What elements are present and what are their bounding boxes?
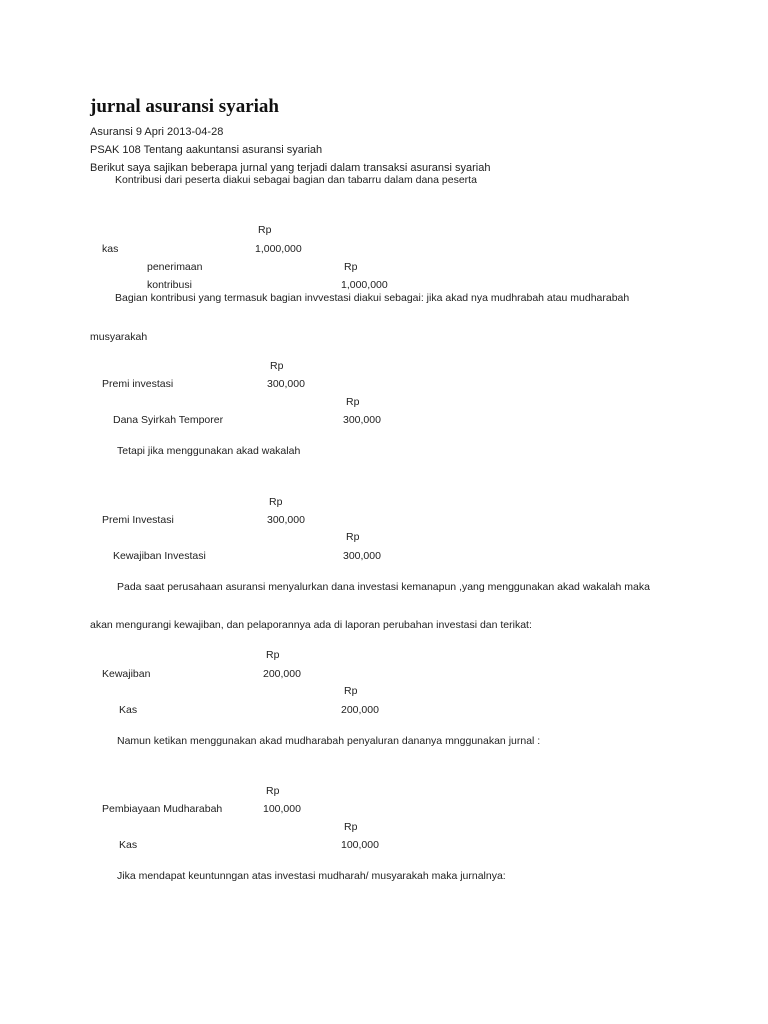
journal4-credit-amount: 200,000 <box>341 704 379 716</box>
journal2-credit-currency: Rp <box>346 396 360 408</box>
paragraph-2-line2: musyarakah <box>90 331 148 343</box>
journal5-credit-amount: 100,000 <box>341 839 379 851</box>
paragraph-6: Jika mendapat keuntunngan atas investasi mudharah/ musyarakah maka jurnalnya: <box>117 870 506 882</box>
journal4-credit-account: Kas <box>119 704 138 716</box>
journal5-debit-amount: 100,000 <box>263 803 301 815</box>
journal4-debit-amount: 200,000 <box>263 668 301 680</box>
journal5-credit-account: Kas <box>119 839 138 851</box>
journal2-credit-amount: 300,000 <box>343 414 381 426</box>
journal2-debit-currency: Rp <box>270 360 284 372</box>
journal3-debit-amount: 300,000 <box>267 514 305 526</box>
paragraph-5: Namun ketikan menggunakan akad mudharabah penyaluran dananya mnggunakan jurnal : <box>117 735 541 747</box>
journal1-debit-account: kas <box>102 243 119 255</box>
paragraph-4-line1: Pada saat perusahaan asuransi menyalurkan dana investasi kemanapun ,yang menggunakan akad wakalah maka <box>117 581 650 593</box>
journal1-credit-currency: Rp <box>344 261 358 273</box>
journal5-credit-currency: Rp <box>344 821 358 833</box>
journal2-debit-amount: 300,000 <box>267 378 305 390</box>
journal2-debit-account: Premi investasi <box>102 378 174 390</box>
paragraph-4-line2: akan mengurangi kewajiban, dan pelaporannya ada di laporan perubahan investasi dan terikat: <box>90 619 532 631</box>
journal1-credit-account-line2: kontribusi <box>147 279 192 291</box>
journal3-credit-currency: Rp <box>346 531 360 543</box>
journal4-credit-currency: Rp <box>344 685 358 697</box>
paragraph-2-line1: Bagian kontribusi yang termasuk bagian invvestasi diakui sebagai: jika akad nya mudhrabah atau mudharabah <box>115 292 630 304</box>
journal3-credit-amount: 300,000 <box>343 550 381 562</box>
journal3-debit-currency: Rp <box>269 496 283 508</box>
intro-text: Berikut saya sajikan beberapa jurnal yang terjadi dalam transaksi asuransi syariah <box>90 162 491 174</box>
document-title: jurnal asuransi syariah <box>90 96 279 117</box>
journal1-credit-amount: 1,000,000 <box>341 279 388 291</box>
journal1-debit-amount: 1,000,000 <box>255 243 302 255</box>
journal1-credit-account-line1: penerimaan <box>147 261 203 273</box>
journal1-debit-currency: Rp <box>258 224 272 236</box>
journal2-credit-account: Dana Syirkah Temporer <box>113 414 224 426</box>
journal4-debit-account: Kewajiban <box>102 668 151 680</box>
journal3-credit-account: Kewajiban Investasi <box>113 550 206 562</box>
journal5-debit-currency: Rp <box>266 785 280 797</box>
paragraph-3: Tetapi jika menggunakan akad wakalah <box>117 445 301 457</box>
paragraph-1: Kontribusi dari peserta diakui sebagai bagian dan tabarru dalam dana peserta <box>115 174 477 186</box>
journal4-debit-currency: Rp <box>266 649 280 661</box>
journal3-debit-account: Premi Investasi <box>102 514 174 526</box>
journal5-debit-account: Pembiayaan Mudharabah <box>102 803 223 815</box>
psak-line: PSAK 108 Tentang aakuntansi asuransi syariah <box>90 144 323 156</box>
date-line: Asuransi 9 Apri 2013-04-28 <box>90 126 224 138</box>
